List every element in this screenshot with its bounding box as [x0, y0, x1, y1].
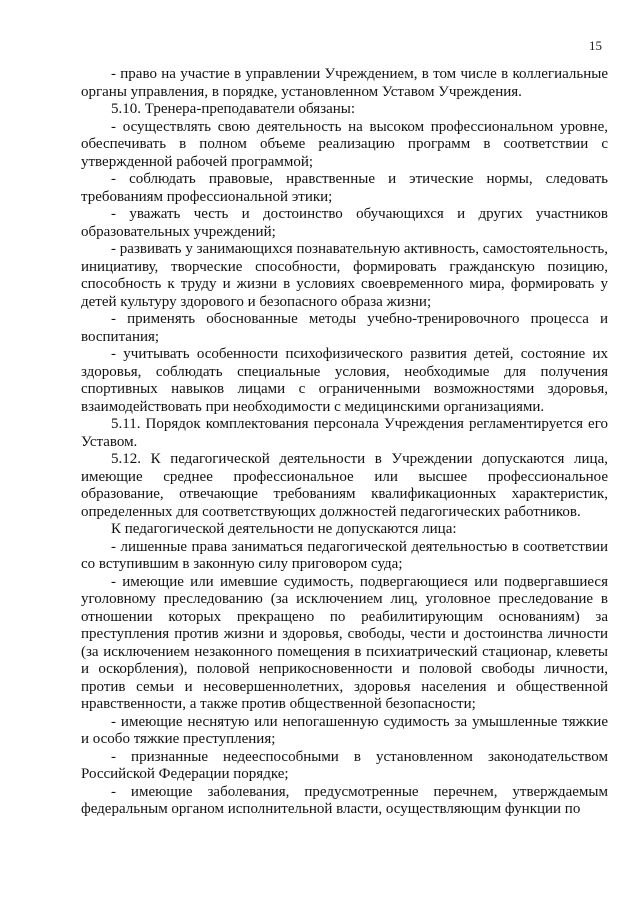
paragraph-governance-right: - право на участие в управлении Учреждением, в том числе в коллегиальные органы управления, в порядке, установленном Уставом Учреждения. [81, 66, 608, 100]
duty-ethics: - соблюдать правовые, нравственные и этические нормы, следовать требованиям профессиональной этики; [81, 171, 608, 205]
section-5-11: 5.11. Порядок комплектования персонала Учреждения регламентируется его Уставом. [81, 416, 608, 450]
not-admitted-unexpunged-record: - имеющие неснятую или непогашенную судимость за умышленные тяжкие и особо тяжкие преступления; [81, 713, 608, 747]
not-admitted-criminal-record: - имеющие или имевшие судимость, подвергающиеся или подвергавшиеся уголовному преследованию (за исключением лиц, уголовное преследование в отношении которых прекращено по реабилитирующим основаниям) за преступления против жизни и здоровья, свободы, чести и достоинства личности (за исключением незаконного помещения в психиатрический стационар, клеветы и оскорбления), половой неприкосновенности и половой свободы личности, против семьи и несовершеннолетних, здоровья населения и общественной нравственности, а также против общественной безопасности; [81, 573, 608, 712]
not-admitted-incapacitated: - признанные недееспособными в установленном законодательством Российской Федерации порядке; [81, 748, 608, 782]
duty-respect: - уважать честь и достоинство обучающихся и других участников образовательных учреждений; [81, 206, 608, 240]
not-admitted-diseases: - имеющие заболевания, предусмотренные перечнем, утверждаемым федеральным органом исполнительной власти, осуществляющим функции по [81, 783, 608, 817]
duty-methods: - применять обоснованные методы учебно-тренировочного процесса и воспитания; [81, 311, 608, 345]
document-body [81, 66, 608, 819]
duty-professional-level: - осуществлять свою деятельность на высоком профессиональном уровне, обеспечивать в полном объеме реализацию программ в соответствии с утвержденной рабочей программой; [81, 118, 608, 170]
not-admitted-deprived-right: - лишенные права заниматься педагогической деятельностью в соответствии со вступившим в законную силу приговором суда; [81, 538, 608, 572]
page-number: 15 [589, 38, 602, 53]
section-5-10-heading: 5.10. Тренера-преподаватели обязаны: [111, 101, 356, 117]
section-5-12: 5.12. К педагогической деятельности в Учреждении допускаются лица, имеющие среднее профессиональное или высшее профессиональное образование, отвечающие требованиям квалификационных характеристик, определенных для соответствующих должностей педагогических работников. [81, 451, 608, 520]
not-admitted-heading: К педагогической деятельности не допускаются лица: [111, 521, 457, 537]
duty-develop-activity: - развивать у занимающихся познавательную активность, самостоятельность, инициативу, творческие способности, формировать гражданскую позицию, способность к труду и жизни в условиях своевременного мира, формировать у детей культуру здорового и безопасного образа жизни; [81, 241, 608, 310]
duty-health-features: - учитывать особенности психофизического развития детей, состояние их здоровья, соблюдать специальные условия, необходимые для получения спортивных навыков лицами с ограниченными возможностями здоровья, взаимодействовать при необходимости с медицинскими организациями. [81, 346, 608, 415]
